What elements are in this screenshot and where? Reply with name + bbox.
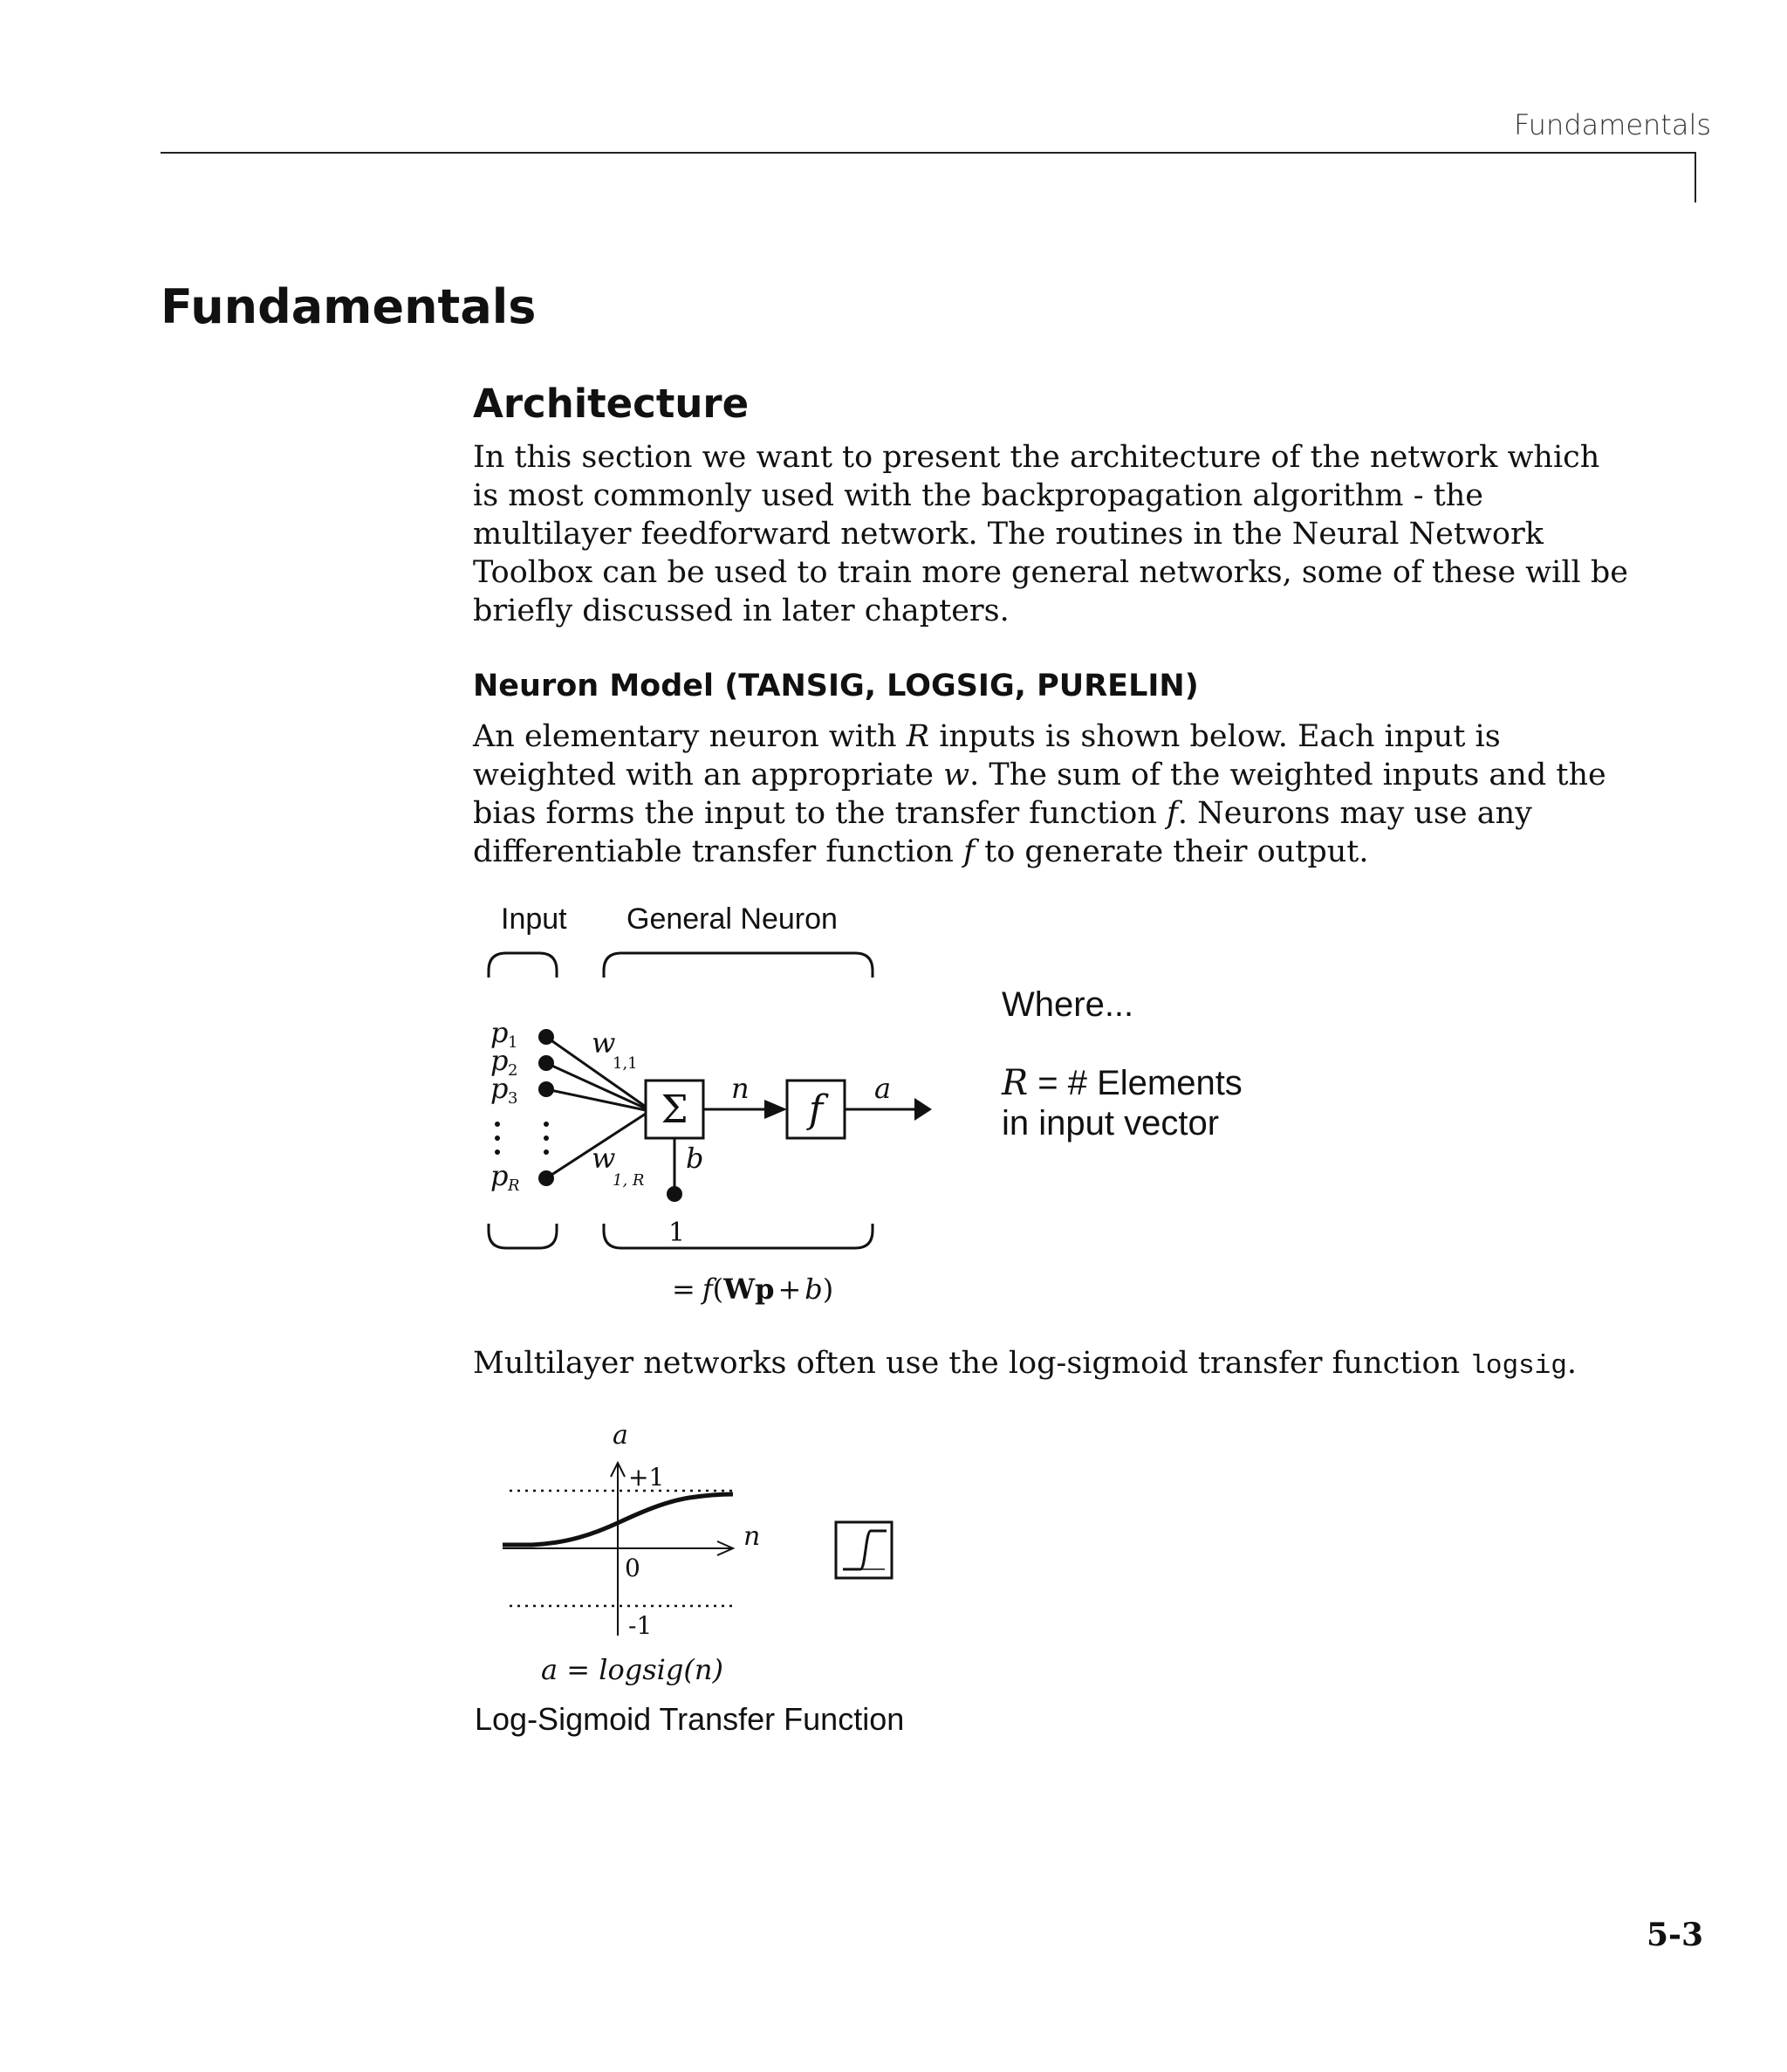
weight-top-label: w [592,1026,616,1060]
axis-n-label: n [743,1521,761,1552]
summation-symbol: Σ [661,1087,688,1132]
logsig-icon [836,1522,892,1578]
input-label: Input [501,902,567,936]
general-neuron-label: General Neuron [626,902,838,936]
output-label: a [874,1072,892,1105]
tick-plus-one: +1 [628,1463,665,1492]
code-logsig: logsig [1469,1351,1567,1382]
running-header: Fundamentals [1514,108,1711,141]
input-ellipsis [495,1122,549,1155]
input-brace-top [489,953,557,978]
where-title: Where... [1002,985,1134,1024]
architecture-paragraph: In this section we want to present the architecture of the network which is most commonly used with the backpropagation algorithm - the multilayer feedforward network. The routines in the Neural Network Toolbox can be used to train more general networks, some of these will be briefly discussed in later chapters. [473,440,1628,628]
input-brace-bottom [489,1224,557,1248]
header-tick [1695,152,1696,202]
chapter-title: Fundamentals [161,279,537,334]
input-p2: p [490,1044,509,1077]
transfer-function-label: f [808,1087,824,1132]
text-run: An elementary neuron with [473,719,907,754]
input-sub-1: 1 [508,1033,518,1052]
input-p1: p [490,1016,509,1049]
input-sub-3: 3 [508,1089,518,1108]
bias-label: b [686,1142,704,1175]
header-rule [161,152,1696,154]
where-line-1: R = # Elements [1002,1063,1243,1103]
logsig-equation: a = logsig(n) [541,1653,723,1686]
text-run: inputs is shown below. Each input is weighted with an appropriate [473,719,1501,792]
neuron-diagram [471,890,1309,1318]
weight-top-sub: 1,1 [613,1054,638,1073]
variable-f: f [1166,796,1178,831]
net-input-label: n [731,1072,750,1105]
axis-a-label: a [613,1420,628,1451]
where-line-2: in input vector [1002,1104,1220,1142]
text-run: . The sum of the weighted inputs and the bias forms the input to the transfer function [473,758,1606,831]
variable-f: f [963,834,976,869]
tick-minus-one: -1 [628,1611,653,1640]
text-run: . [1566,1346,1577,1381]
variable-R: R [906,719,930,754]
neuron-brace-top [604,953,873,978]
text-run: . Neurons may use any differentiable transfer function [473,796,1532,869]
logsig-diagram [471,1414,960,1763]
tick-zero: 0 [625,1554,640,1582]
variable-w: w [943,758,970,792]
input-p3: p [490,1072,509,1105]
neuron-brace-bottom [604,1224,873,1248]
section-title: Architecture [473,381,750,427]
net-input-arrowhead [764,1100,787,1119]
weight-bottom-sub: 1, R [613,1171,645,1190]
input-pR: p [490,1159,509,1192]
bias-node [667,1186,682,1202]
neuron-model-paragraph [473,717,1633,871]
weight-bottom-label: w [592,1142,616,1175]
output-arrowhead [914,1098,932,1121]
subsection-title: Neuron Model (TANSIG, LOGSIG, PURELIN) [473,669,1199,703]
input-sub-2: 2 [508,1061,518,1080]
bias-input-label: 1 [668,1218,686,1248]
text-run: to generate their output. [975,834,1369,869]
input-nodes [538,1029,554,1186]
logsig-caption: Log-Sigmoid Transfer Function [475,1701,905,1737]
neuron-formula: = f(Wp + b) [672,1273,834,1306]
multilayer-paragraph [473,1344,1633,1386]
text-run: Multilayer networks often use the log-sigmoid transfer function [473,1346,1470,1381]
page-number: 5-3 [1646,1917,1703,1953]
input-sub-R: R [508,1177,520,1195]
